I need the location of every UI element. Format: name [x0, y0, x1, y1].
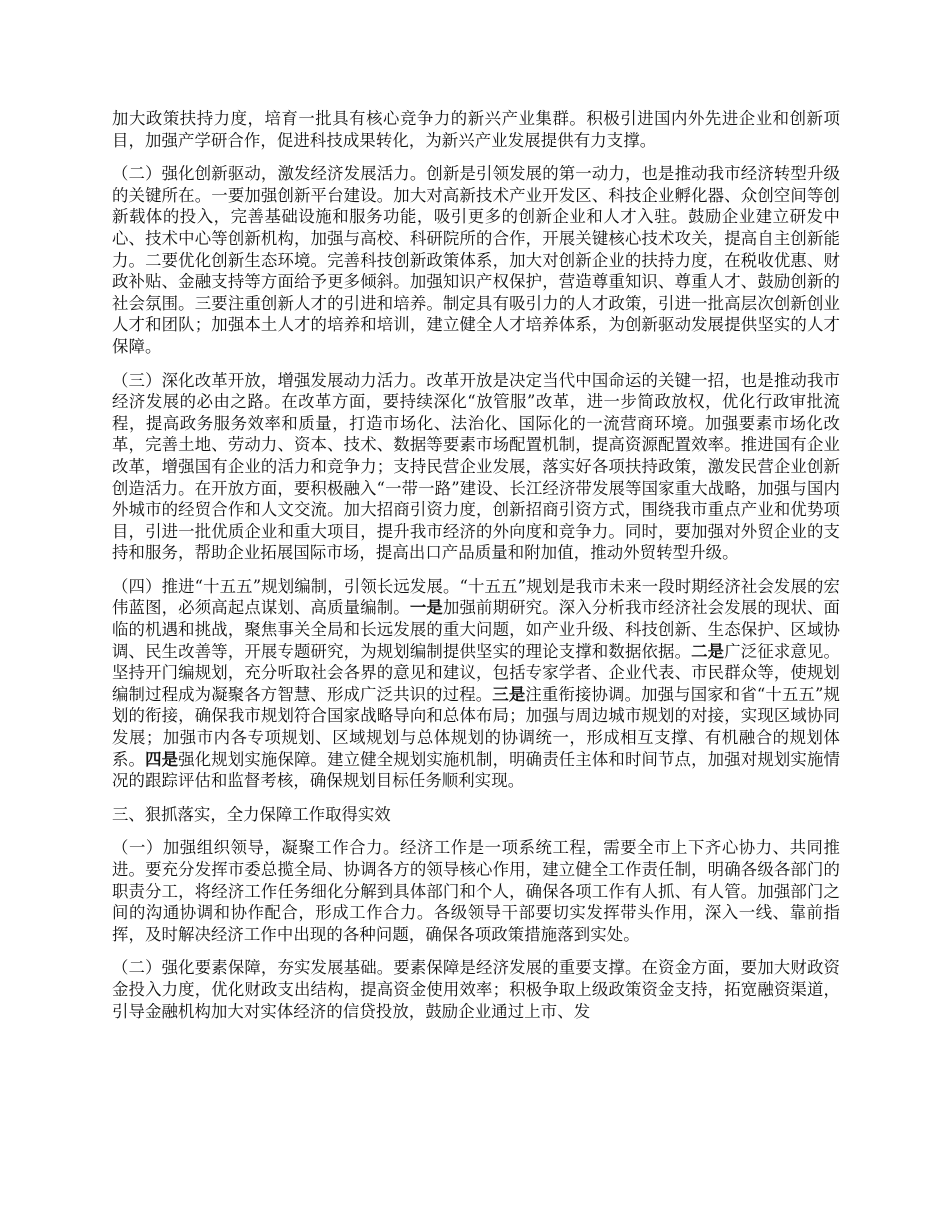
paragraph-text: 注重衔接协调。加强与国家和省“十五五”规划的衔接，确保我市规划符合国家战略导向和总体布局；加强与周边城市规划的对接，实现区域协同发展；加强市内各专项规划、区域规划与总体规划的协调统一，形成相互支撑、有机融合的规划体系。: [112, 684, 840, 769]
paragraph-text: （三）深化改革开放，增强发展动力活力。改革开放是决定当代中国命运的关键一招，也是推动我市经济发展的必由之路。在改革方面，要持续深化“放管服”改革，进一步简政放权，优化行政审批流程，提高政务服务效率和质量，打造市场化、法治化、国际化的一流营商环境。加强要素市场化改革，完善土地、劳动力、资本、技术、数据等要素市场配置机制，提高资源配置效率。推进国有企业改革，增强国有企业的活力和竞争力；支持民营企业发展，落实好各项扶持政策，激发民营企业创新创造活力。在开放方面，要积极融入“一带一路”建设、长江经济带发展等国家重大战略，加强与国内外城市的经贸合作和人文交流。加大招商引资力度，创新招商引资方式，围绕我市重点产业和优势项目，引进一批优质企业和重大项目，提升我市经济的外向度和竞争力。同时，要加强对外贸企业的支持和服务，帮助企业拓展国际市场，提高出口产品质量和附加值，推动外贸转型升级。: [112, 370, 840, 563]
bold-marker-fourth: 四是: [145, 749, 179, 769]
paragraph-factor-guarantee: [112, 957, 840, 1022]
paragraph-industry-cluster: [112, 108, 840, 151]
paragraph-text: （四）推进“十五五”规划编制，引领长远发展。“十五五”规划是我市未来一段时期经济社会发展的宏伟蓝图，必须高起点谋划、高质量编制。: [112, 576, 840, 618]
heading-text: 三、狠抓落实，全力保障工作取得实效: [112, 804, 391, 824]
paragraph-organizational-leadership: [112, 837, 840, 945]
bold-marker-first: 一是: [409, 598, 443, 618]
document-page: [112, 108, 840, 1034]
paragraph-fifteenth-five-year-plan: [112, 576, 840, 792]
bold-marker-second: 二是: [691, 641, 725, 661]
paragraph-text: （二）强化要素保障，夯实发展基础。要素保障是经济发展的重要支撑。在资金方面，要加大财政资金投入力度，优化财政支出结构，提高资金使用效率；积极争取上级政策资金支持，拓宽融资渠道，引导金融机构加大对实体经济的信贷投放，鼓励企业通过上市、发: [112, 958, 840, 1021]
paragraph-text: 加强前期研究。深入分析我市经济社会发展的现状、面临的机遇和挑战，聚焦事关全局和长远发展的重大问题，如产业升级、科技创新、生态保护、区域协调、民生改善等，开展专题研究，为规划编制提供坚实的理论支撑和数据依据。: [112, 598, 840, 661]
paragraph-text: 广泛征求意见。坚持开门编规划，充分听取社会各界的意见和建议，包括专家学者、企业代表、市民群众等，使规划编制过程成为凝聚各方智慧、形成广泛共识的过程。: [112, 641, 841, 704]
paragraph-reform-opening: [112, 370, 840, 564]
paragraph-innovation-driven: [112, 163, 840, 357]
section-heading-implementation: [112, 804, 840, 826]
paragraph-text: 强化规划实施保障。建立健全规划实施机制，明确责任主体和时间节点，加强对规划实施情况的跟踪评估和监督考核，确保规划目标任务顺利实现。: [112, 749, 840, 791]
paragraph-text: 加大政策扶持力度，培育一批具有核心竞争力的新兴产业集群。积极引进国内外先进企业和创新项目，加强产学研合作，促进科技成果转化，为新兴产业发展提供有力支撑。: [112, 109, 840, 150]
bold-marker-third: 三是: [492, 684, 526, 704]
paragraph-text: （二）强化创新驱动，激发经济发展活力。创新是引领发展的第一动力，也是推动我市经济转型升级的关键所在。一要加强创新平台建设。加大对高新技术产业开发区、科技企业孵化器、众创空间等创新载体的投入，完善基础设施和服务功能，吸引更多的创新企业和人才入驻。鼓励企业建立研发中心、技术中心等创新机构，加强与高校、科研院所的合作，开展关键核心技术攻关，提高自主创新能力。二要优化创新生态环境。完善科技创新政策体系，加大对创新企业的扶持力度，在税收优惠、财政补贴、金融支持等方面给予更多倾斜。加强知识产权保护，营造尊重知识、尊重人才、鼓励创新的社会氛围。三要注重创新人才的引进和培养。制定具有吸引力的人才政策，引进一批高层次创新创业人才和团队；加强本土人才的培养和培训，建立健全人才培养体系，为创新驱动发展提供坚实的人才保障。: [112, 164, 840, 356]
paragraph-text: （一）加强组织领导，凝聚工作合力。经济工作是一项系统工程，需要全市上下齐心协力、共同推进。要充分发挥市委总揽全局、协调各方的领导核心作用，建立健全工作责任制，明确各级各部门的职责分工，将经济工作任务细化分解到具体部门和个人，确保各项工作有人抓、有人管。加强部门之间的沟通协调和协作配合，形成工作合力。各级领导干部要切实发挥带头作用，深入一线、靠前指挥，及时解决经济工作中出现的各种问题，确保各项政策措施落到实处。: [112, 838, 840, 944]
